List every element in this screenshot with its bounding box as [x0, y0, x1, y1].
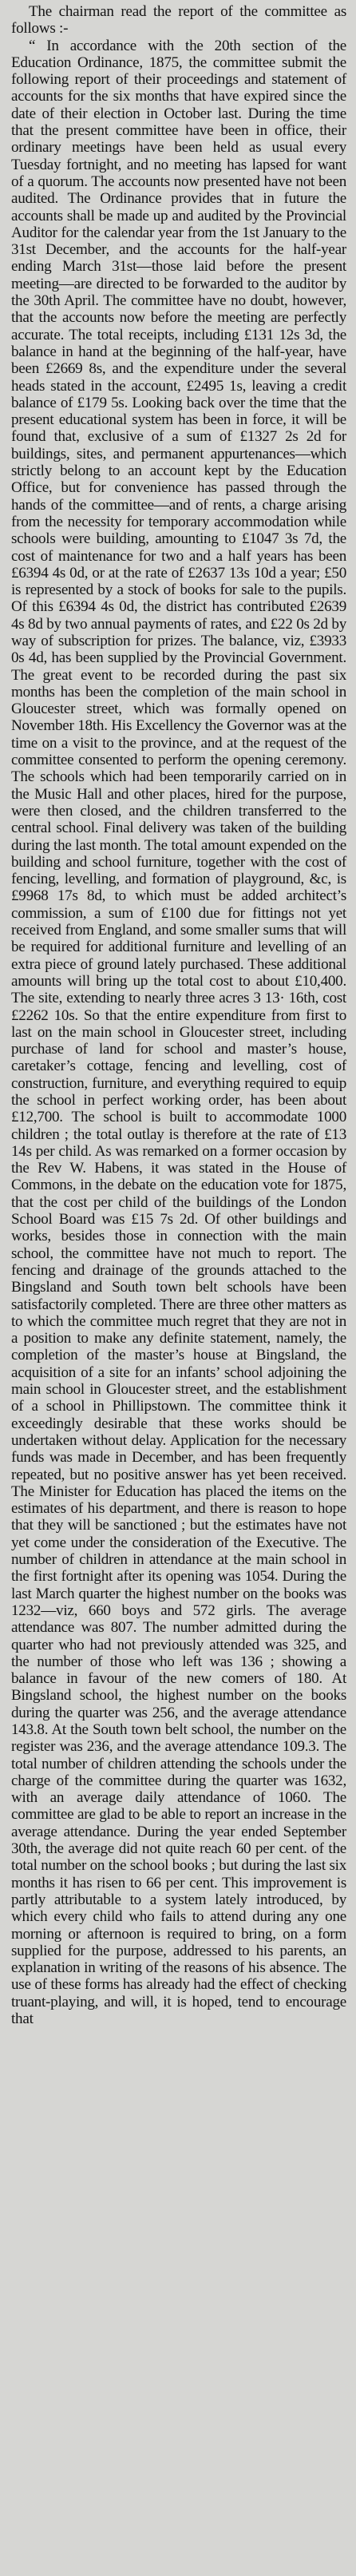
report-intro-paragraph: The chairman read the report of the committee as follows :- [11, 3, 346, 38]
committee-report-body: “ In accordance with the 20th section of the Education Ordinance, 1875, the committee submit the following report of their proceedings and statement of accounts for the six months that have expired since the date of their election in October last. During the time that the present committee have been in office, their ordinary meetings have been held as usual every Tuesday fortnight, and no meeting has lapsed for want of a quorum. The accounts now presented have not been audited. The Ordinance provides that in future the accounts shall be made up and audited by the Provincial Auditor for the calendar year from the 1st January to the 31st December, and the accounts for the half-year ending March 31st—those laid before the present meeting—are directed to be forwarded to the auditor by the 30th April. The committee have no doubt, however, that the accounts now before the meeting are perfectly accurate. The total receipts, including £131 12s 3d, the balance in hand at the beginning of the half-year, have been £2669 8s, and the expenditure under the several heads stated in the account, £2495 1s, leaving a credit balance of £179 5s. Looking back over the time that the present educational system has been in force, it will be found that, exclusive of a sum of £1327 2s 2d for buildings, sites, and permanent appurtenances—which strictly belong to an account kept by the Education Office, but for convenience has passed through the hands of the committee—and of rents, a charge arising from the necessity for temporary accommodation while schools were building, amounting to £1047 3s 7d, the cost of maintenance for two and a half years has been £6394 4s 0d, or at the rate of £2637 13s 10d a year; £50 is represented by a stock of books for sale to the pupils. Of this £6394 4s 0d, the district has contributed £2639 4s 8d by two annual payments of rates, and £22 0s 2d by way of subscription for prizes. The balance, viz, £3933 0s 4d, has been supplied by the Provincial Government. The great event to be recorded during the past six months has been the completion of the main school in Gloucester street, which was formally opened on November 18th. His Excellency the Governor was at the time on a visit to the province, and at the request of the committee consented to perform the opening ceremony. The schools which had been temporarily carried on in the Music Hall and other places, hired for the purpose, were then closed, and the children transferred to the central school. Final delivery was taken of the building during the last month. The total amount expended on the building and school furniture, together with the cost of fencing, levelling, and formation of playground, &c, is £9968 17s 8d, to which must be added architect’s commission, a sum of £100 due for fittings not yet received from England, and some smaller sums that will be required for additional furniture and levelling of an extra piece of ground lately purchased. These additional amounts will bring up the total cost to about £10,400. The site, extending to nearly three acres 3 13· 16th, cost £2262 10s. So that the entire expenditure from first to last on the main school in Gloucester street, including purchase of land for school and master’s house, caretaker’s cottage, fencing and levelling, cost of construction, furniture, and everything required to equip the school in perfect working order, has been about £12,700. The school is built to accommodate 1000 children ; the total outlay is therefore at the rate of £13 14s per child. As was remarked on a former occasion by the Rev W. Habens, it was stated in the House of Commons, in the debate on the education vote for 1875, that the cost per child of the buildings of the London School Board was £15 7s 2d. Of other buildings and works, besides those in connection with the main school, the committee have not much to report. The fencing and drainage of the grounds attached to the Bingsland and South town belt schools have been satisfactorily completed. There are three other matters as to which the committee much regret that they are not in a position to make any definite statement, namely, the completion of the master’s house at Bingsland, the acquisition of a site for an infants’ school adjoining the main school in Gloucester street, and the establishment of a school in Phillipstown. The committee think it exceedingly desirable that these works should be undertaken without delay. Application for the necessary funds was made in December, and has been frequently repeated, but no positive answer has yet been received. The Minister for Education has placed the items on the estimates of his department, and there is reason to hope that they will be sanctioned ; but the estimates have not yet come under the consideration of the Executive. The number of children in attendance at the main school in the first fortnight after its opening was 1054. During the last March quarter the highest number on the books was 1232—viz, 660 boys and 572 girls. The average attendance was 807. The number admitted during the quarter who had not previously attended was 325, and the number of those who left was 136 ; showing a balance in favour of the new comers of 180. At Bingsland school, the highest number on the books during the quarter was 256, and the average attendance 143.8. At the South town belt school, the number on the register was 236, and the average attendance 109.3. The total number of children attending the schools under the charge of the committee during the quarter was 1632, with an average daily attendance of 1060. The committee are glad to be able to report an increase in the average attendance. During the year ended September 30th, the average did not quite reach 60 per cent. of the total number on the school books ; but during the last six months it has risen to 66 per cent. This improvement is partly attributable to a system lately introduced, by which every child who fails to attend during any one morning or afternoon is required to bring, on a form supplied for the purpose, addressed to his parents, an explanation in writing of the reasons of his absence. The use of these forms has already had the effect of checking truant-playing, and will, it is hoped, tend to encourage that [11, 37, 346, 2028]
